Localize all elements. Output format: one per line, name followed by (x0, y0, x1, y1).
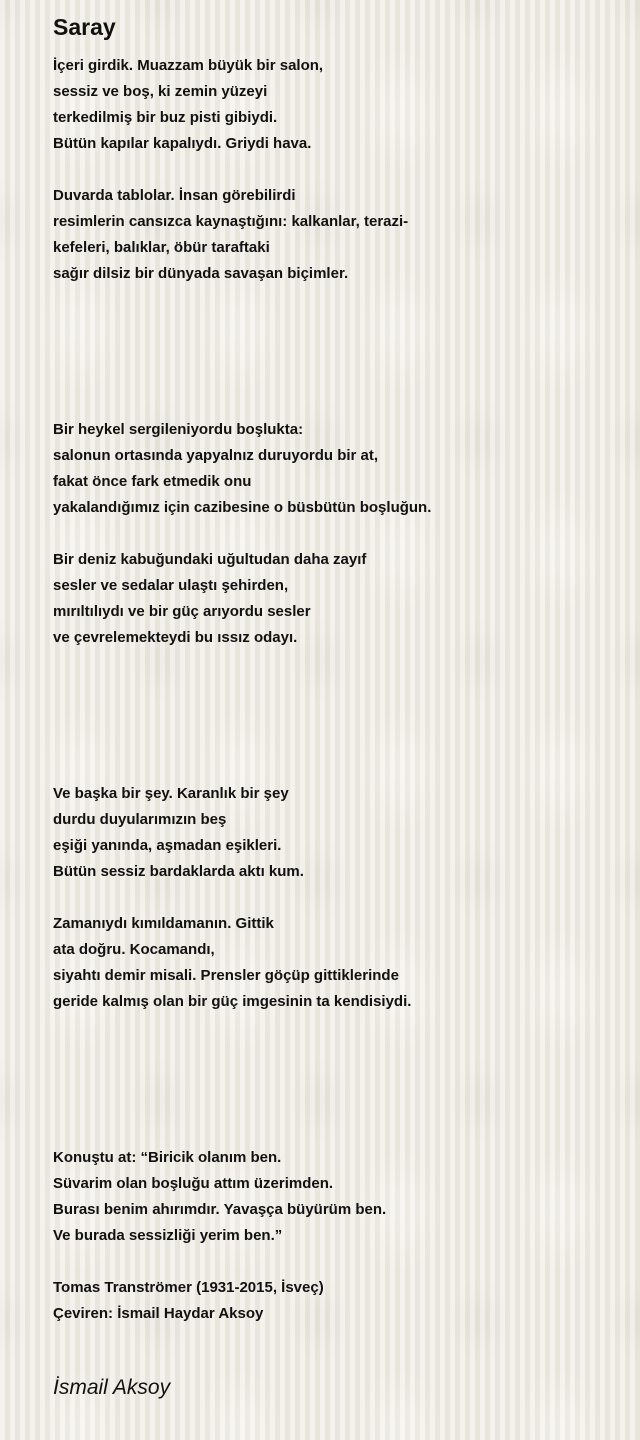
stanza-6 (53, 911, 623, 1015)
credit-line-poet: Tomas Tranströmer (1931-2015, İsveç) (53, 1279, 324, 1296)
stanza-2 (53, 183, 623, 287)
stanza-spacer (53, 157, 623, 183)
poem-line: geride kalmış olan bir güç imgesinin ta kendisiydi. (53, 993, 412, 1010)
stanza-3 (53, 417, 623, 521)
credit-line-translator: Çeviren: İsmail Haydar Aksoy (53, 1305, 264, 1322)
stanza-spacer (53, 1249, 623, 1275)
stanza-7 (53, 1145, 623, 1249)
section-spacer (53, 651, 623, 781)
poem-line: İçeri girdik. Muazzam büyük bir salon, (53, 57, 324, 74)
poem-line: siyahtı demir misali. Prensler göçüp gittiklerinde (53, 967, 399, 984)
poem-line: Bütün sessiz bardaklarda aktı kum. (53, 863, 304, 880)
stanza-spacer (53, 885, 623, 911)
poem-line: terkedilmiş bir buz pisti gibiydi. (53, 109, 278, 126)
stanza-1 (53, 53, 623, 157)
poem-line: sessiz ve boş, ki zemin yüzeyi (53, 83, 268, 100)
poem-container (53, 12, 623, 1327)
poem-line: Ve başka bir şey. Karanlık bir şey (53, 785, 289, 802)
credits (53, 1275, 623, 1327)
poem-line: Süvarim olan boşluğu attım üzerimden. (53, 1175, 334, 1192)
poem-line: yakalandığımız için cazibesine o büsbütün boşluğun. (53, 499, 432, 516)
poem-line: ata doğru. Kocamandı, (53, 941, 215, 958)
poem-line: Konuştu at: “Biricik olanım ben. (53, 1149, 282, 1166)
poem-line: salonun ortasında yapyalnız duruyordu bir at, (53, 447, 379, 464)
author-signature: İsmail Aksoy (53, 1376, 171, 1399)
poem-line: eşiği yanında, aşmadan eşikleri. (53, 837, 282, 854)
poem-line: Bir deniz kabuğundaki uğultudan daha zayıf (53, 551, 367, 568)
poem-line: Zamanıydı kımıldamanın. Gittik (53, 915, 274, 932)
stanza-spacer (53, 521, 623, 547)
poem-line: mırıltılıydı ve bir güç arıyordu sesler (53, 603, 311, 620)
section-spacer (53, 287, 623, 417)
poem-line: resimlerin cansızca kaynaştığını: kalkanlar, terazi- (53, 213, 409, 230)
poem-line: Bir heykel sergileniyordu boşlukta: (53, 421, 304, 438)
poem-line: Ve burada sessizliği yerim ben.” (53, 1227, 283, 1244)
section-spacer (53, 1015, 623, 1145)
poem-line: sesler ve sedalar ulaştı şehirden, (53, 577, 289, 594)
poem-line: ve çevrelemekteydi bu ıssız odayı. (53, 629, 298, 646)
poem-line: Burası benim ahırımdır. Yavaşça büyürüm ben. (53, 1201, 387, 1218)
stanza-4 (53, 547, 623, 651)
poem-line: fakat önce fark etmedik onu (53, 473, 252, 490)
poem-line: Bütün kapılar kapalıydı. Griydi hava. (53, 135, 312, 152)
poem-line: sağır dilsiz bir dünyada savaşan biçimler. (53, 265, 349, 282)
poem-line: durdu duyularımızın beş (53, 811, 227, 828)
poem-line: Duvarda tablolar. İnsan görebilirdi (53, 187, 296, 204)
poem-title: Saray (53, 14, 116, 40)
stanza-5 (53, 781, 623, 885)
poem-line: kefeleri, balıklar, öbür taraftaki (53, 239, 270, 256)
